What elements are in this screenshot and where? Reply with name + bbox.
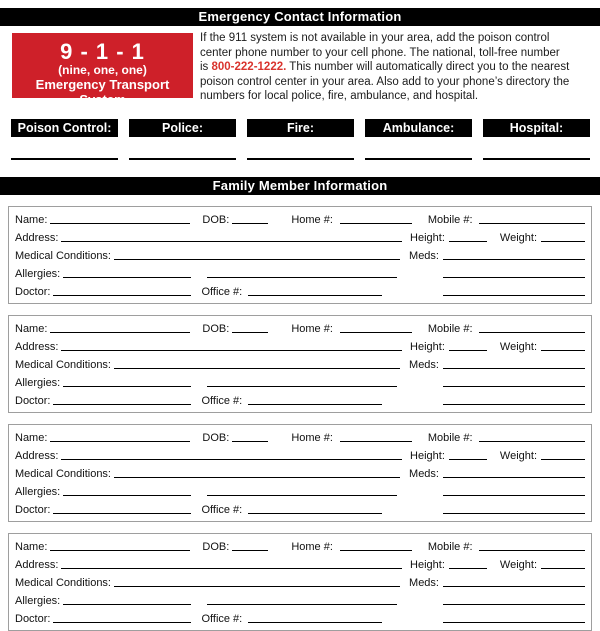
meds-extra-line-1 bbox=[443, 386, 585, 387]
height-label: Height: bbox=[410, 340, 445, 353]
office-number-label: Office #: bbox=[201, 612, 243, 625]
contact-write-in-line-hospital bbox=[483, 157, 590, 160]
intro-section bbox=[12, 31, 594, 107]
medical-conditions-label: Medical Conditions: bbox=[15, 467, 111, 480]
allergies-label: Allergies: bbox=[15, 376, 61, 389]
doctor-label: Doctor: bbox=[15, 503, 51, 516]
family-member-block bbox=[8, 533, 592, 631]
contact-labels-row bbox=[11, 119, 590, 137]
emergency-contact-header bbox=[0, 8, 600, 26]
name-row bbox=[15, 536, 585, 554]
instructions-line: If the 911 system is not available in your area, add the poison control bbox=[200, 32, 550, 44]
home-number-label: Home #: bbox=[291, 322, 333, 335]
dob-label: DOB: bbox=[202, 322, 230, 335]
office-number-line bbox=[248, 404, 382, 405]
medical-conditions-label: Medical Conditions: bbox=[15, 358, 111, 371]
dob-line bbox=[232, 223, 268, 224]
height-line bbox=[449, 568, 487, 569]
address-label: Address: bbox=[15, 231, 59, 244]
dob-label: DOB: bbox=[202, 540, 230, 553]
allergies-row bbox=[15, 590, 585, 608]
meds-label: Meds: bbox=[409, 576, 439, 589]
address-line bbox=[61, 350, 402, 351]
name-line bbox=[50, 550, 190, 551]
weight-line bbox=[541, 241, 585, 242]
instructions-line: poison control center in your area. Also add to your phone’s directory the bbox=[200, 75, 570, 88]
home-number-label: Home #: bbox=[291, 213, 333, 226]
office-number-label: Office #: bbox=[201, 394, 243, 407]
meds-label: Meds: bbox=[409, 467, 439, 480]
meds-extra-line-1 bbox=[443, 604, 585, 605]
name-label: Name: bbox=[15, 431, 48, 444]
address-row bbox=[15, 227, 585, 245]
poison-control-instructions bbox=[200, 31, 569, 104]
meds-line bbox=[443, 477, 585, 478]
medical-conditions-line bbox=[114, 259, 400, 260]
allergies-row bbox=[15, 372, 585, 390]
doctor-label: Doctor: bbox=[15, 612, 51, 625]
medical-conditions-row bbox=[15, 463, 585, 481]
weight-label: Weight: bbox=[499, 449, 537, 462]
mobile-number-line bbox=[479, 223, 585, 224]
mobile-number-label: Mobile #: bbox=[427, 322, 473, 335]
address-label: Address: bbox=[15, 449, 59, 462]
home-number-line bbox=[340, 223, 412, 224]
instructions-line-phone bbox=[200, 60, 569, 75]
dob-label: DOB: bbox=[202, 431, 230, 444]
page-title: Emergency Contact Information bbox=[198, 9, 402, 24]
member-blocks bbox=[0, 206, 600, 631]
meds-extra-line-2 bbox=[443, 295, 585, 296]
name-line bbox=[50, 441, 190, 442]
911-label: Emergency Transport System bbox=[35, 77, 170, 107]
contact-bar-ambulance: Ambulance: bbox=[365, 119, 472, 137]
weight-label: Weight: bbox=[499, 340, 537, 353]
allergies-line bbox=[63, 277, 191, 278]
meds-label: Meds: bbox=[409, 249, 439, 262]
weight-label: Weight: bbox=[499, 558, 537, 571]
meds-line bbox=[443, 259, 585, 260]
contact-bar-police: Police: bbox=[129, 119, 236, 137]
medical-conditions-row bbox=[15, 245, 585, 263]
office-number-line bbox=[248, 295, 382, 296]
weight-line bbox=[541, 350, 585, 351]
contact-write-in-line-poison-control bbox=[11, 157, 118, 160]
mobile-number-label: Mobile #: bbox=[427, 431, 473, 444]
contact-lines-row bbox=[11, 157, 590, 160]
poison-control-phone-number: 800-222-1222. bbox=[211, 61, 287, 73]
allergies-line bbox=[63, 604, 191, 605]
doctor-line bbox=[53, 404, 191, 405]
doctor-row bbox=[15, 499, 585, 517]
home-number-line bbox=[340, 550, 412, 551]
allergies-label: Allergies: bbox=[15, 594, 61, 607]
family-member-block bbox=[8, 206, 592, 304]
dob-line bbox=[232, 441, 268, 442]
911-subtitle: (nine, one, one) bbox=[58, 63, 147, 77]
medical-conditions-row bbox=[15, 572, 585, 590]
weight-label: Weight: bbox=[499, 231, 537, 244]
name-line bbox=[50, 223, 190, 224]
allergies-line bbox=[63, 386, 191, 387]
medical-conditions-row bbox=[15, 354, 585, 372]
allergies-extra-line bbox=[207, 386, 397, 387]
address-line bbox=[61, 241, 402, 242]
family-member-header bbox=[0, 177, 600, 195]
address-line bbox=[61, 568, 402, 569]
address-row bbox=[15, 336, 585, 354]
meds-extra-line-1 bbox=[443, 277, 585, 278]
medical-conditions-label: Medical Conditions: bbox=[15, 249, 111, 262]
911-emergency-box bbox=[12, 33, 193, 107]
allergies-line bbox=[63, 495, 191, 496]
mobile-number-line bbox=[479, 550, 585, 551]
home-number-label: Home #: bbox=[291, 431, 333, 444]
height-label: Height: bbox=[410, 449, 445, 462]
meds-line bbox=[443, 368, 585, 369]
contact-write-in-line-police bbox=[129, 157, 236, 160]
dob-line bbox=[232, 332, 268, 333]
office-number-line bbox=[248, 622, 382, 623]
allergies-row bbox=[15, 481, 585, 499]
doctor-row bbox=[15, 390, 585, 408]
phone-line-prefix: is bbox=[200, 61, 212, 73]
911-number: 9 - 1 - 1 bbox=[60, 39, 145, 64]
doctor-row bbox=[15, 281, 585, 299]
dob-line bbox=[232, 550, 268, 551]
meds-extra-line-1 bbox=[443, 495, 585, 496]
height-label: Height: bbox=[410, 558, 445, 571]
contact-bar-poison-control: Poison Control: bbox=[11, 119, 118, 137]
name-label: Name: bbox=[15, 322, 48, 335]
allergies-label: Allergies: bbox=[15, 485, 61, 498]
name-label: Name: bbox=[15, 540, 48, 553]
medical-conditions-line bbox=[114, 586, 400, 587]
height-line bbox=[449, 459, 487, 460]
family-section-title: Family Member Information bbox=[212, 177, 388, 193]
doctor-line bbox=[53, 513, 191, 514]
address-label: Address: bbox=[15, 340, 59, 353]
mobile-number-label: Mobile #: bbox=[427, 213, 473, 226]
mobile-number-line bbox=[479, 332, 585, 333]
home-number-line bbox=[340, 441, 412, 442]
name-row bbox=[15, 209, 585, 227]
allergies-extra-line bbox=[207, 604, 397, 605]
height-line bbox=[449, 241, 487, 242]
name-row bbox=[15, 427, 585, 445]
weight-line bbox=[541, 459, 585, 460]
allergies-label: Allergies: bbox=[15, 267, 61, 280]
instructions-line: numbers for local police, fire, ambulance, and hospital. bbox=[200, 90, 479, 102]
mobile-number-line bbox=[479, 441, 585, 442]
doctor-label: Doctor: bbox=[15, 394, 51, 407]
weight-line bbox=[541, 568, 585, 569]
office-number-label: Office #: bbox=[201, 285, 243, 298]
address-line bbox=[61, 459, 402, 460]
contact-write-in-line-ambulance bbox=[365, 157, 472, 160]
medical-conditions-line bbox=[114, 368, 400, 369]
meds-label: Meds: bbox=[409, 358, 439, 371]
family-member-block bbox=[8, 424, 592, 522]
meds-line bbox=[443, 586, 585, 587]
allergies-row bbox=[15, 263, 585, 281]
meds-extra-line-2 bbox=[443, 404, 585, 405]
allergies-extra-line bbox=[207, 277, 397, 278]
name-row bbox=[15, 318, 585, 336]
phone-line-suffix: This number will automatically direct you to the nearest bbox=[286, 61, 570, 73]
home-number-line bbox=[340, 332, 412, 333]
name-line bbox=[50, 332, 190, 333]
contact-bar-fire: Fire: bbox=[247, 119, 354, 137]
address-row bbox=[15, 445, 585, 463]
dob-label: DOB: bbox=[202, 213, 230, 226]
meds-extra-line-2 bbox=[443, 513, 585, 514]
address-row bbox=[15, 554, 585, 572]
office-number-line bbox=[248, 513, 382, 514]
allergies-extra-line bbox=[207, 495, 397, 496]
medical-conditions-label: Medical Conditions: bbox=[15, 576, 111, 589]
home-number-label: Home #: bbox=[291, 540, 333, 553]
office-number-label: Office #: bbox=[201, 503, 243, 516]
medical-conditions-line bbox=[114, 477, 400, 478]
doctor-line bbox=[53, 622, 191, 623]
mobile-number-label: Mobile #: bbox=[427, 540, 473, 553]
doctor-line bbox=[53, 295, 191, 296]
height-line bbox=[449, 350, 487, 351]
contact-bar-hospital: Hospital: bbox=[483, 119, 590, 137]
meds-extra-line-2 bbox=[443, 622, 585, 623]
height-label: Height: bbox=[410, 231, 445, 244]
contact-write-in-line-fire bbox=[247, 157, 354, 160]
address-label: Address: bbox=[15, 558, 59, 571]
name-label: Name: bbox=[15, 213, 48, 226]
instructions-line: center phone number to your cell phone. The national, toll-free number bbox=[200, 46, 560, 59]
doctor-label: Doctor: bbox=[15, 285, 51, 298]
family-member-block bbox=[8, 315, 592, 413]
